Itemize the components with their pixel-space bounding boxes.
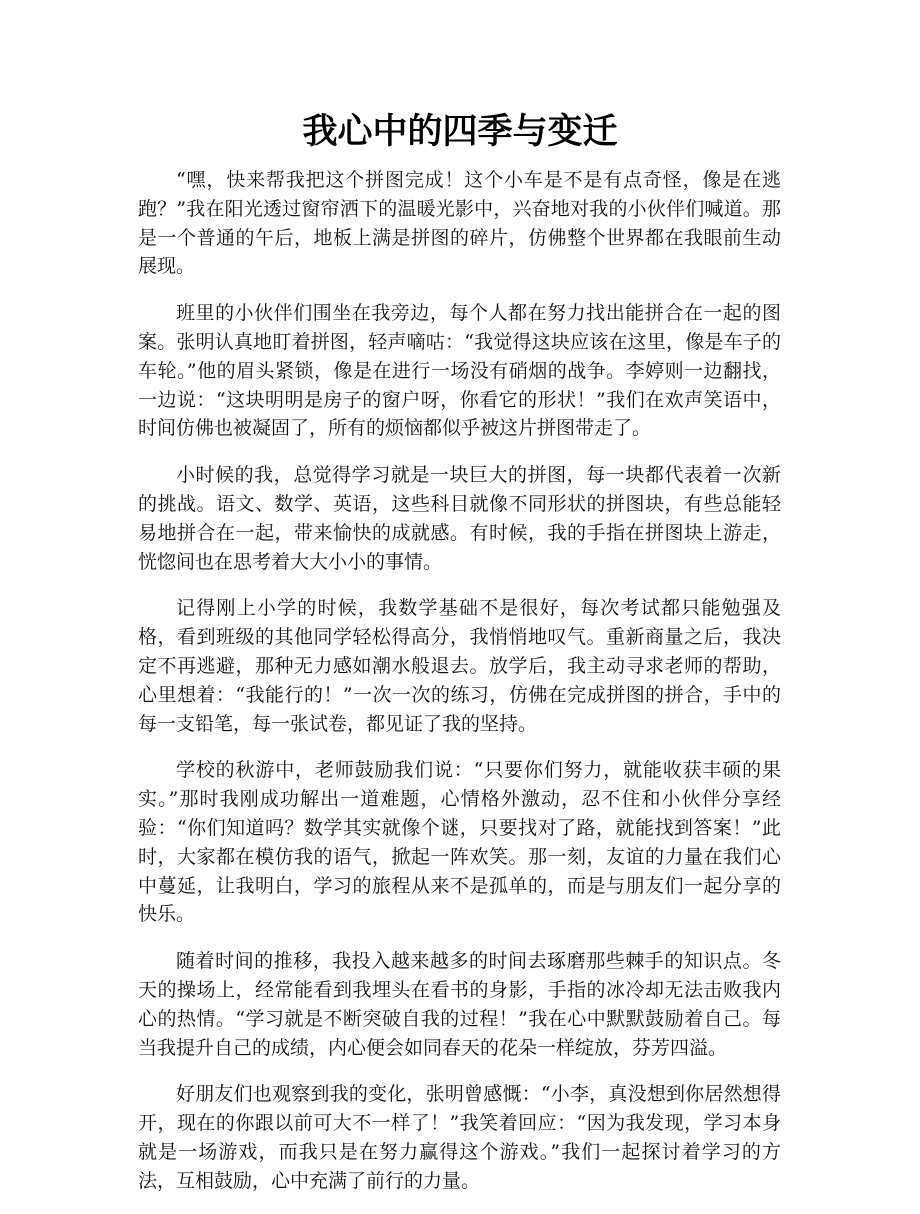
document-title: 我心中的四季与变迁 bbox=[302, 111, 618, 152]
paragraph: 学校的秋游中，老师鼓励我们说：“只要你们努力，就能收获丰硕的果实。”那时我刚成功解出一道难题，心情格外激动，忍不住和小伙伴分享经验：“你们知道吗？数学其实就像个谜，只要找对了路，就能找到答案！”此时，大家都在模仿我的语气，掀起一阵欢笑。那一刻，友谊的力量在我们心中蔓延，让我明白，学习的旅程从来不是孤单的，而是与朋友们一起分享的快乐。 bbox=[138, 759, 781, 926]
paragraph: 随着时间的推移，我投入越来越多的时间去琢磨那些棘手的知识点。冬天的操场上，经常能看到我埋头在看书的身影，手指的冰冷却无法击败我内心的热情。“学习就是不断突破自我的过程！”我在心中默默鼓励着自己。每当我提升自己的成绩，内心便会如同春天的花朵一样绽放，芬芳四溢。 bbox=[138, 950, 781, 1059]
paragraph: 好朋友们也观察到我的变化，张明曾感慨：“小李，真没想到你居然想得开，现在的你跟以前可大不一样了！”我笑着回应：“因为我发现，学习本身就是一场游戏，而我只是在努力赢得这个游戏。”我们一起探讨着学习的方法，互相鼓励，心中充满了前行的力量。 bbox=[138, 1083, 781, 1192]
paragraph: 班里的小伙伴们围坐在我旁边，每个人都在努力找出能拼合在一起的图案。张明认真地盯着拼图，轻声嘀咕：“我觉得这块应该在这里，像是车子的车轮。”他的眉头紧锁，像是在进行一场没有硝烟的战争。李婷则一边翻找，一边说：“这块明明是房子的窗户呀，你看它的形状！”我们在欢声笑语中，时间仿佛也被凝固了，所有的烦恼都似乎被这片拼图带走了。 bbox=[138, 302, 781, 440]
document-body bbox=[138, 166, 781, 1214]
paragraph: 记得刚上小学的时候，我数学基础不是很好，每次考试都只能勉强及格，看到班级的其他同学轻松得高分，我悄悄地叹气。重新商量之后，我决定不再逃避，那种无力感如潮水般退去。放学后，我主动寻求老师的帮助，心里想着：“我能行的！”一次一次的练习，仿佛在完成拼图的拼合，手中的每一支铅笔，每一张试卷，都见证了我的坚持。 bbox=[138, 597, 781, 735]
paragraph: 小时候的我，总觉得学习就是一块巨大的拼图，每一块都代表着一次新的挑战。语文、数学、英语，这些科目就像不同形状的拼图块，有些总能轻易地拼合在一起，带来愉快的成就感。有时候，我的手指在拼图块上游走，恍惚间也在思考着大大小小的事情。 bbox=[138, 464, 781, 573]
paragraph: “嘿，快来帮我把这个拼图完成！这个小车是不是有点奇怪，像是在逃跑？”我在阳光透过窗帘洒下的温暖光影中，兴奋地对我的小伙伴们喊道。那是一个普通的午后，地板上满是拼图的碎片，仿佛整个世界都在我眼前生动展现。 bbox=[138, 169, 781, 278]
